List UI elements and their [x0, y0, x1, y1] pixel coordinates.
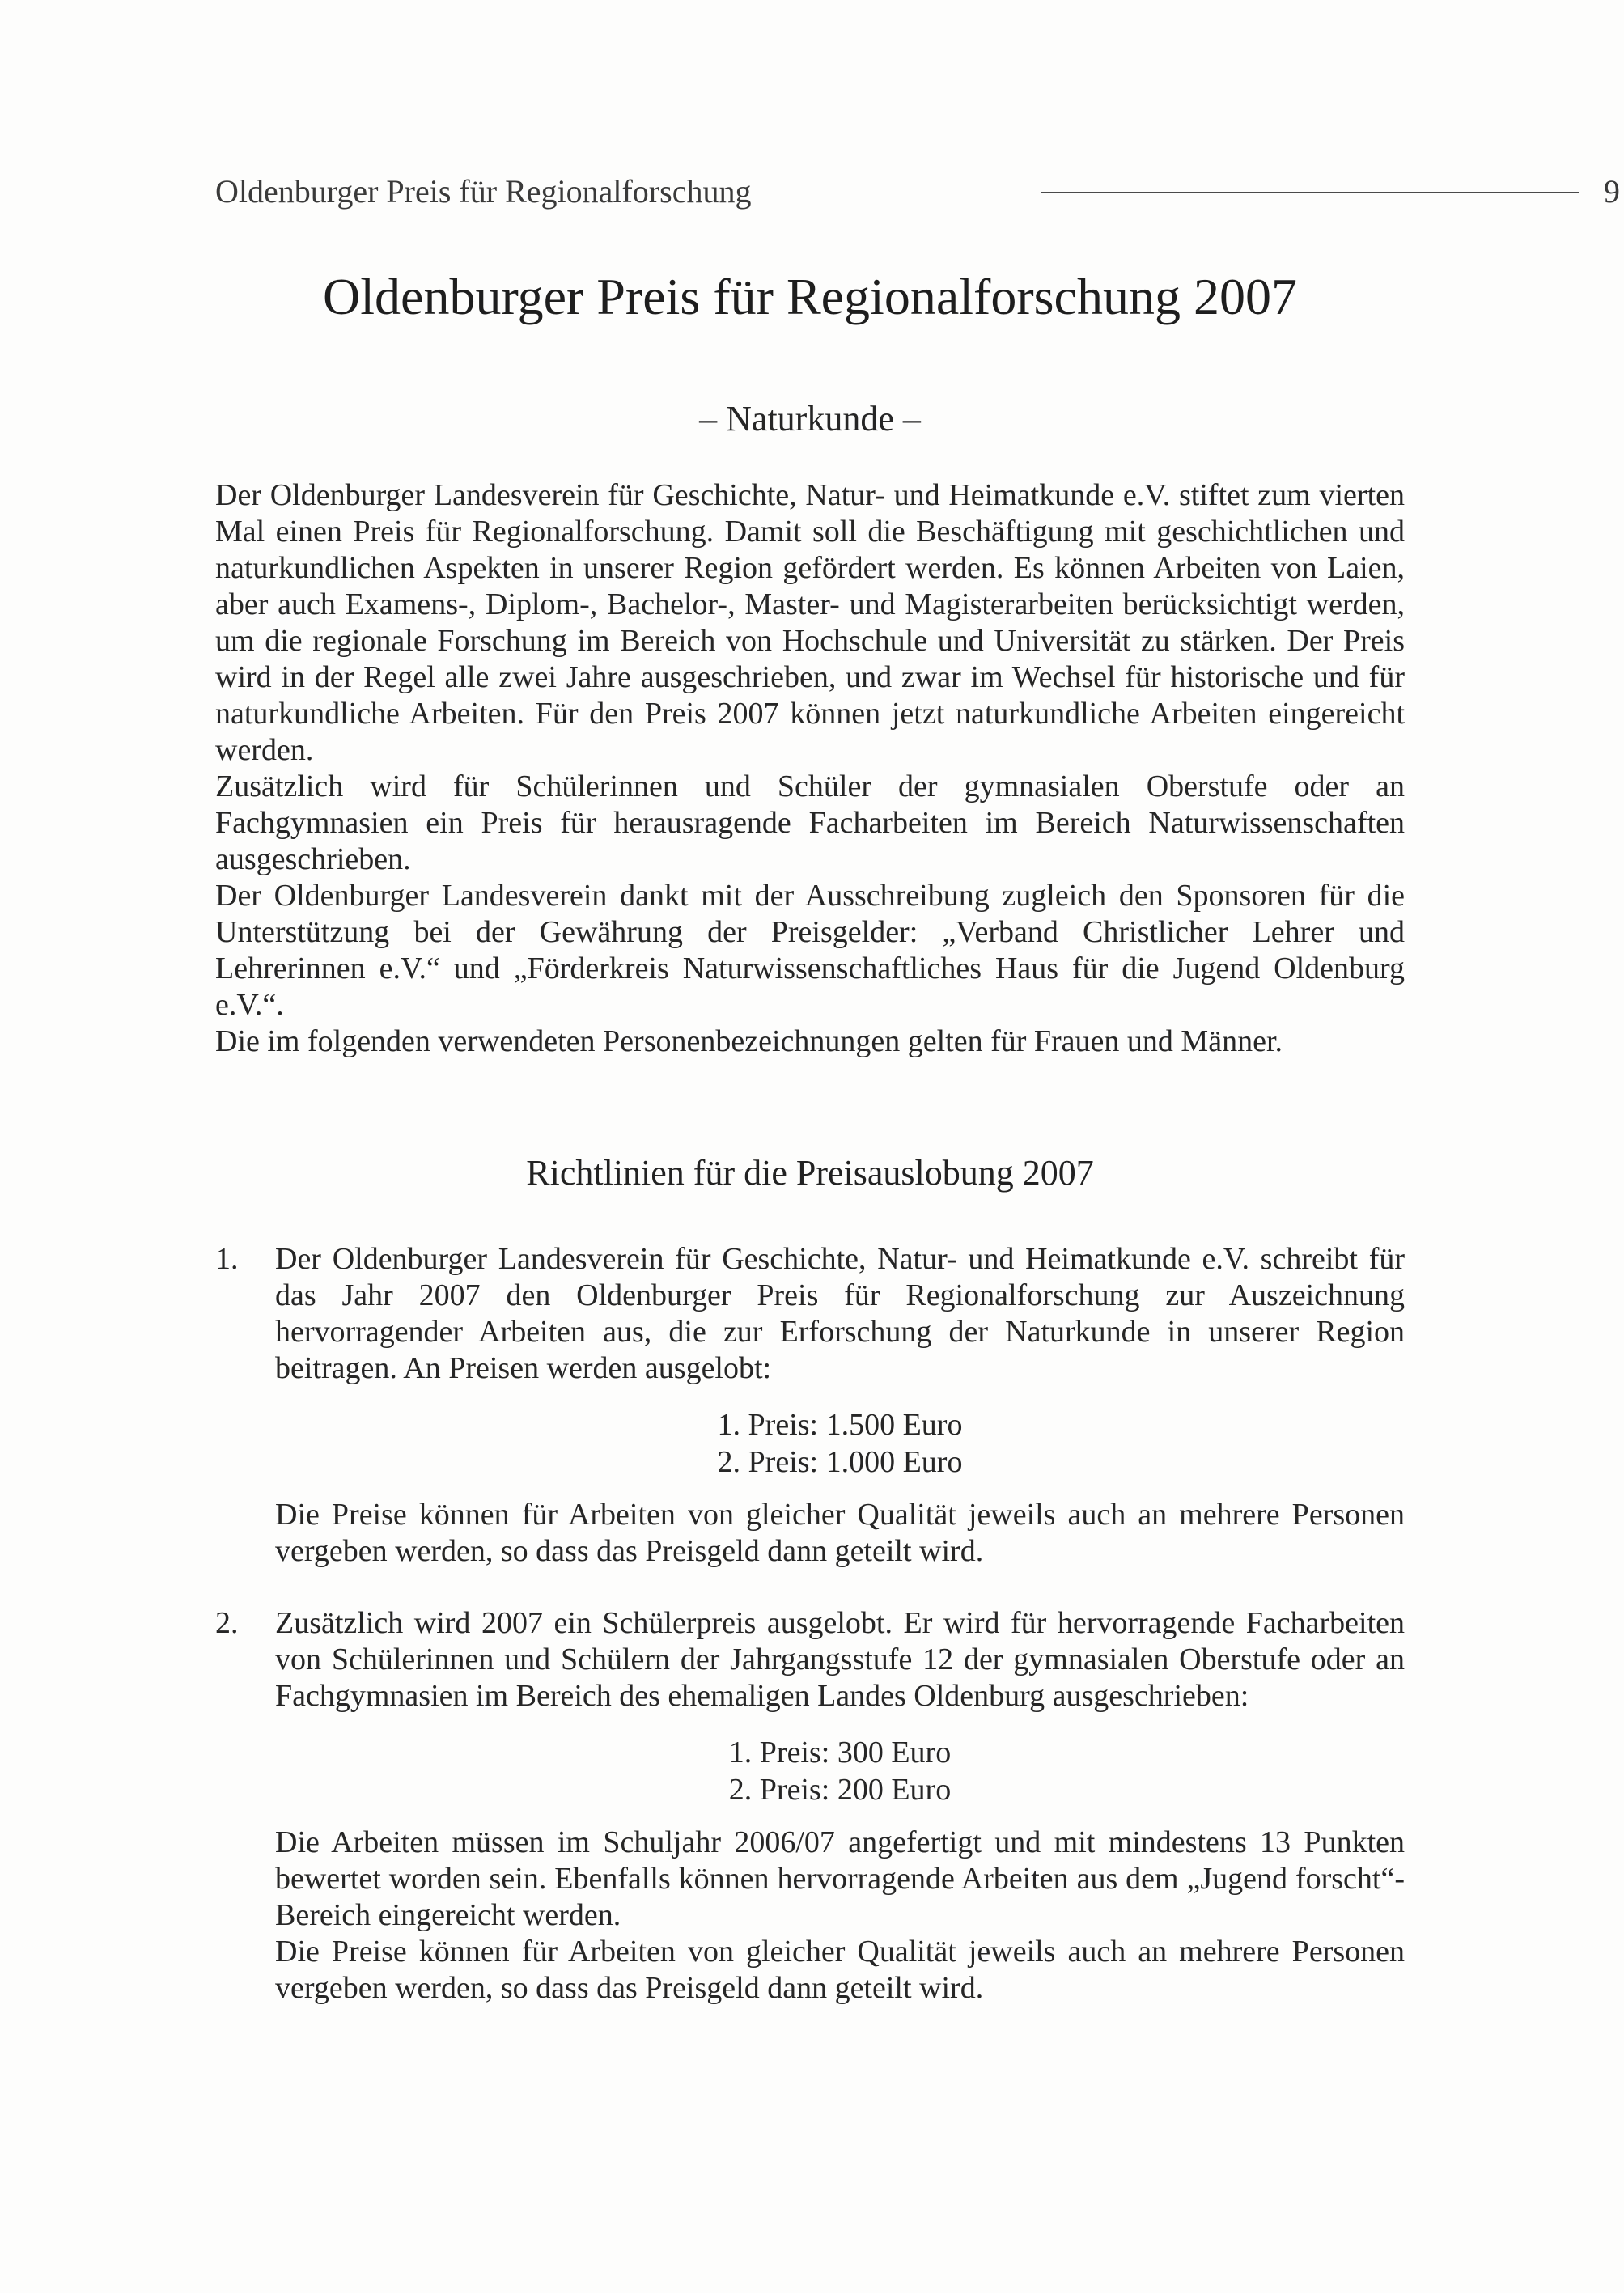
intro-paragraph: Die im folgenden verwendeten Personenbezeichnungen gelten für Frauen und Männer. [215, 1024, 1283, 1058]
item-note: Die Arbeiten müssen im Schuljahr 2006/07 angefertigt und mit mindestens 13 Punkten bewertet worden sein. Ebenfalls können hervorragende Arbeiten aus dem „Jugend forscht“-Bereich eingereicht werden. [275, 1825, 1405, 1932]
running-header [215, 166, 1620, 214]
prize-list [275, 1406, 1405, 1481]
guideline-item [215, 1241, 1405, 1570]
page-number: 9 [1604, 173, 1620, 210]
prize-list [275, 1734, 1405, 1808]
item-body [275, 1241, 1405, 1570]
prize-entry: 1. Preis: 300 Euro [728, 1736, 952, 1770]
intro-paragraph: Der Oldenburger Landesverein dankt mit der Ausschreibung zugleich den Sponsoren für die Unterstützung bei der Gewährung der Preisgelder: „Verband Christlicher Lehrer und Lehrerinnen e.V.“ und „Förderkreis Naturwissenschaftliches Haus für die Jugend Oldenburg e.V.“. [215, 879, 1405, 1022]
item-text: Zusätzlich wird 2007 ein Schülerpreis ausgelobt. Er wird für hervorragende Facharbeiten von Schülerinnen und Schülern der Jahrgangsstufe 12 der gymnasialen Oberstufe oder an Fachgymnasien im Bereich des ehemaligen Landes Oldenburg ausgeschrieben: [275, 1606, 1405, 1713]
item-note: Die Preise können für Arbeiten von gleicher Qualität jeweils auch an mehrere Personen vergeben werden, so dass das Preisgeld dann geteilt wird. [275, 1498, 1405, 1568]
intro-paragraph: Zusätzlich wird für Schülerinnen und Schüler der gymnasialen Oberstufe oder an Fachgymnasien ein Preis für herausragende Facharbeiten im Bereich Naturwissenschaften ausgeschrieben. [215, 769, 1405, 876]
guideline-item [215, 1605, 1405, 2007]
intro-section [215, 477, 1405, 1060]
prize-entry: 2. Preis: 1.000 Euro [717, 1445, 963, 1479]
item-text: Der Oldenburger Landesverein für Geschichte, Natur- und Heimatkunde e.V. schreibt für das Jahr 2007 den Oldenburger Preis für Regionalforschung zur Auszeichnung hervorragender Arbeiten aus, die zur Erforschung der Naturkunde in unserer Region beitragen. An Preisen werden ausgelobt: [275, 1242, 1405, 1385]
section-heading: Richtlinien für die Preisauslobung 2007 [526, 1153, 1094, 1193]
item-number: 2. [215, 1606, 239, 1640]
item-body [275, 1605, 1405, 2007]
page-title: Oldenburger Preis für Regionalforschung 2007 [323, 268, 1297, 325]
page-subtitle: – Naturkunde – [699, 399, 921, 439]
intro-paragraph: Der Oldenburger Landesverein für Geschichte, Natur- und Heimatkunde e.V. stiftet zum vierten Mal einen Preis für Regionalforschung. Damit soll die Beschäftigung mit geschichtlichen und naturkundlichen Aspekten in unserer Region gefördert werden. Es können Arbeiten von Laien, aber auch Examens-, Diplom-, Bachelor-, Master- und Magisterarbeiten berücksichtigt werden, um die regionale Forschung im Bereich von Hochschule und Universität zu stärken. Der Preis wird in der Regel alle zwei Jahre ausgeschrieben, und zwar im Wechsel für historische und für naturkundliche Arbeiten. Für den Preis 2007 können jetzt naturkundliche Arbeiten eingereicht werden. [215, 478, 1405, 767]
running-header-title: Oldenburger Preis für Regionalforschung [215, 173, 752, 210]
item-number: 1. [215, 1242, 239, 1276]
prize-entry: 1. Preis: 1.500 Euro [717, 1408, 963, 1442]
header-rule [1041, 192, 1579, 193]
item-note: Die Preise können für Arbeiten von gleicher Qualität jeweils auch an mehrere Personen vergeben werden, so dass das Preisgeld dann geteilt wird. [275, 1935, 1405, 2005]
prize-entry: 2. Preis: 200 Euro [728, 1773, 952, 1807]
